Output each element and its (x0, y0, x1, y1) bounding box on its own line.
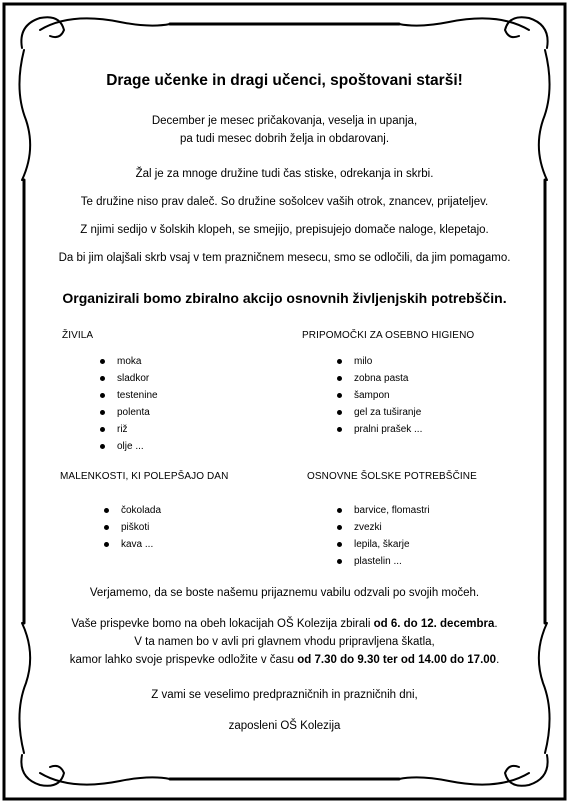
collection-box: V ta namen bo v avli pri glavnem vhodu pripravljena škatla, (134, 636, 435, 648)
list-item: polenta (100, 404, 158, 421)
treats-heading: MALENKOSTI, KI POLEPŠAJO DAN (60, 471, 229, 482)
list-item: moka (100, 353, 158, 370)
intro-line-1: December je mesec pričakovanja, veselja in upanja, (151, 115, 418, 127)
list-item: šampon (337, 387, 422, 404)
school-list (337, 502, 430, 570)
school-heading: OSNOVNE ŠOLSKE POTREBŠČINE (307, 471, 477, 482)
paragraph-2: Te družine niso prav daleč. So družine sošolcev vaših otrok, znancev, prijateljev. (80, 196, 489, 208)
closing-believe: Verjamemo, da se boste našemu prijaznemu vabilu odzvali po svojih močeh. (89, 587, 480, 599)
list-item: lepila, škarje (337, 536, 430, 553)
times-suffix: . (496, 654, 500, 666)
action-heading: Organizirali bomo zbiralno akcijo osnovnih življenjskih potrebščin. (62, 290, 507, 306)
collection-dates (30, 615, 539, 633)
list-item: testenine (100, 387, 158, 404)
paragraph-3: Z njimi sedijo v šolskih klopeh, se smejijo, prepisujejo domače naloge, klepetajo. (80, 224, 489, 236)
list-item: pralni prašek ... (337, 421, 422, 438)
list-item: gel za tuširanje (337, 404, 422, 421)
food-heading: ŽIVILA (62, 330, 94, 341)
letter (30, 40, 539, 770)
collection-times (30, 651, 539, 669)
list-item: sladkor (100, 370, 158, 387)
times-bold: od 7.30 do 9.30 ter od 14.00 do 17.00 (297, 654, 497, 666)
list-item: piškoti (104, 519, 161, 536)
hygiene-heading: PRIPOMOČKI ZA OSEBNO HIGIENO (302, 330, 475, 341)
list-item: plastelin ... (337, 553, 430, 570)
intro-line-2: pa tudi mesec dobrih želja in obdarovanj. (179, 133, 390, 145)
list-item: milo (337, 353, 422, 370)
list-item: zobna pasta (337, 370, 422, 387)
collection-prefix: Vaše prispevke bomo na obeh lokacijah OŠ Kolezija zbirali (71, 618, 374, 630)
paragraph-4: Da bi jim olajšali skrb vsaj v tem prazničnem mesecu, smo se odločili, da jim pomagamo. (58, 252, 511, 264)
list-item: čokolada (104, 502, 161, 519)
collection-dates-bold: od 6. do 12. decembra (373, 618, 495, 630)
list-item: kava ... (104, 536, 161, 553)
paragraph-1: Žal je za mnoge družine tudi čas stiske, odrekanja in skrbi. (135, 168, 434, 180)
list-item: riž (100, 421, 158, 438)
food-list (100, 353, 158, 455)
treats-list (104, 502, 161, 553)
closing-wishes: Z vami se veselimo predprazničnih in prazničnih dni, (151, 689, 418, 701)
times-prefix: kamor lahko svoje prispevke odložite v času (69, 654, 298, 666)
hygiene-list (337, 353, 422, 438)
letter-title: Drage učenke in dragi učenci, spoštovani starši! (106, 72, 463, 89)
list-item: zvezki (337, 519, 430, 536)
list-item: barvice, flomastri (337, 502, 430, 519)
list-item: olje ... (100, 438, 158, 455)
collection-suffix: . (494, 618, 498, 630)
signature: zaposleni OŠ Kolezija (228, 720, 341, 732)
